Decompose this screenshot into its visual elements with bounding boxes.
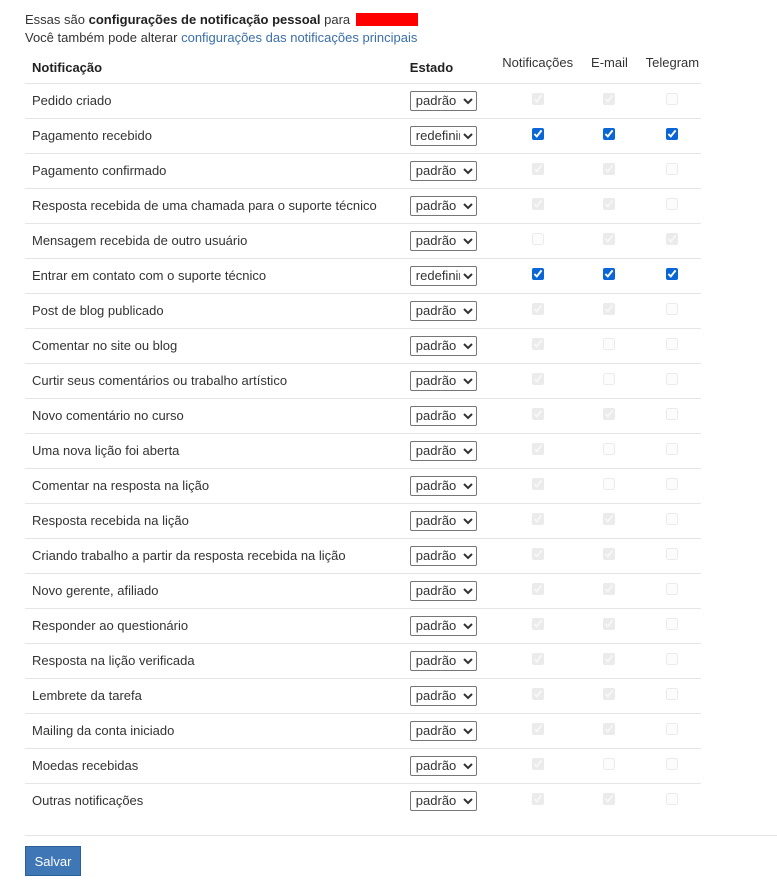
intro-line-1 — [25, 11, 418, 29]
telegram-checkbox — [666, 723, 678, 735]
notification-label: Responder ao questionário — [32, 618, 189, 633]
telegram-checkbox — [666, 758, 678, 770]
email-checkbox — [603, 233, 615, 245]
state-cell — [410, 188, 500, 223]
table-row — [25, 608, 701, 643]
state-select[interactable] — [410, 441, 477, 461]
email-checkbox — [603, 793, 615, 805]
notifications-checkbox-cell — [500, 643, 575, 678]
notification-label: Lembrete da tarefa — [32, 688, 142, 703]
telegram-checkbox-cell — [644, 748, 701, 783]
telegram-checkbox-cell — [644, 258, 701, 293]
intro-line2-prefix: Você também pode alterar — [25, 30, 182, 45]
notifications-checkbox-cell — [500, 328, 575, 363]
email-checkbox-cell — [575, 118, 644, 153]
footer-divider — [25, 835, 777, 836]
notification-label: Pagamento confirmado — [32, 163, 167, 178]
email-checkbox-cell — [575, 713, 644, 748]
telegram-checkbox-cell — [644, 223, 701, 258]
email-checkbox-cell — [575, 293, 644, 328]
main-notification-settings-link[interactable]: configurações das notificações principais — [181, 30, 418, 45]
notifications-checkbox-cell — [500, 188, 575, 223]
telegram-checkbox-cell — [644, 118, 701, 153]
state-select[interactable] — [410, 371, 477, 391]
email-checkbox — [603, 653, 615, 665]
email-checkbox — [603, 163, 615, 175]
notification-label: Moedas recebidas — [32, 758, 139, 773]
email-checkbox-cell — [575, 538, 644, 573]
email-checkbox — [603, 198, 615, 210]
state-cell — [410, 783, 500, 818]
notifications-checkbox — [532, 198, 544, 210]
telegram-checkbox — [666, 303, 678, 315]
state-cell — [410, 538, 500, 573]
telegram-checkbox — [666, 618, 678, 630]
state-select[interactable] — [410, 126, 477, 146]
email-checkbox-cell — [575, 258, 644, 293]
telegram-checkbox-cell — [644, 573, 701, 608]
table-row — [25, 83, 701, 118]
state-select[interactable] — [410, 546, 477, 566]
telegram-checkbox — [666, 793, 678, 805]
table-row — [25, 503, 701, 538]
telegram-checkbox-cell — [644, 363, 701, 398]
email-checkbox — [603, 618, 615, 630]
telegram-checkbox-cell — [644, 83, 701, 118]
email-checkbox-cell — [575, 433, 644, 468]
telegram-checkbox-cell — [644, 503, 701, 538]
table-row — [25, 783, 701, 818]
state-cell — [410, 398, 500, 433]
notification-label: Curtir seus comentários ou trabalho artístico — [32, 373, 288, 388]
notifications-checkbox — [532, 688, 544, 700]
notification-label: Outras notificações — [32, 793, 144, 809]
email-checkbox[interactable] — [603, 128, 615, 140]
notifications-checkbox-cell — [500, 433, 575, 468]
state-select[interactable] — [410, 91, 477, 111]
telegram-checkbox-cell — [644, 188, 701, 223]
state-select[interactable] — [410, 476, 477, 496]
state-cell — [410, 678, 500, 713]
intro-bold: configurações de notificação pessoal — [88, 12, 321, 27]
table-row — [25, 468, 701, 503]
telegram-checkbox[interactable] — [666, 128, 678, 140]
table-row — [25, 433, 701, 468]
telegram-checkbox — [666, 93, 678, 105]
notifications-checkbox — [532, 303, 544, 315]
notifications-checkbox — [532, 513, 544, 525]
email-checkbox — [603, 478, 615, 490]
state-select[interactable] — [410, 161, 477, 181]
notifications-checkbox — [532, 793, 544, 805]
email-checkbox — [603, 443, 615, 455]
state-select[interactable] — [410, 581, 477, 601]
redacted-username — [356, 13, 418, 26]
notifications-checkbox[interactable] — [532, 268, 544, 280]
state-cell — [410, 223, 500, 258]
email-checkbox — [603, 338, 615, 350]
telegram-checkbox-cell — [644, 538, 701, 573]
email-checkbox-cell — [575, 363, 644, 398]
save-button[interactable]: Salvar — [25, 846, 81, 876]
header-state: Estado — [409, 60, 454, 75]
table-row — [25, 118, 701, 153]
state-select[interactable] — [410, 686, 477, 706]
email-checkbox-cell — [575, 188, 644, 223]
state-cell — [410, 118, 500, 153]
email-checkbox-cell — [575, 678, 644, 713]
email-checkbox — [603, 723, 615, 735]
email-checkbox-cell — [575, 398, 644, 433]
notification-label: Criando trabalho a partir da resposta recebida na lição — [32, 548, 346, 563]
telegram-checkbox — [666, 373, 678, 385]
telegram-checkbox-cell — [644, 153, 701, 188]
telegram-checkbox-cell — [644, 433, 701, 468]
telegram-checkbox-cell — [644, 678, 701, 713]
notifications-checkbox-cell — [500, 153, 575, 188]
state-cell — [410, 433, 500, 468]
notification-settings-table — [25, 48, 701, 818]
telegram-checkbox — [666, 163, 678, 175]
notification-label: Comentar na resposta na lição — [32, 478, 210, 493]
state-select[interactable] — [410, 266, 477, 286]
telegram-checkbox-cell — [644, 398, 701, 433]
telegram-checkbox-cell — [644, 608, 701, 643]
notifications-checkbox-cell — [500, 783, 575, 818]
telegram-checkbox — [666, 688, 678, 700]
notifications-checkbox — [532, 338, 544, 350]
state-cell — [410, 153, 500, 188]
table-row — [25, 748, 701, 783]
notification-label: Post de blog publicado — [32, 303, 164, 318]
email-checkbox — [603, 373, 615, 385]
state-select[interactable] — [410, 231, 477, 251]
notifications-checkbox-cell — [500, 293, 575, 328]
email-checkbox-cell — [575, 503, 644, 538]
notification-label: Uma nova lição foi aberta — [32, 443, 180, 458]
notification-label: Resposta recebida na lição — [32, 513, 189, 528]
notifications-checkbox — [532, 548, 544, 560]
telegram-checkbox-cell — [644, 468, 701, 503]
email-checkbox[interactable] — [603, 268, 615, 280]
header-notifications: Notificações — [502, 55, 574, 70]
email-checkbox-cell — [575, 83, 644, 118]
table-row — [25, 328, 701, 363]
notifications-checkbox-cell — [500, 713, 575, 748]
header-email: E-mail — [591, 55, 628, 70]
intro-prefix: Essas são — [25, 12, 89, 27]
state-cell — [410, 258, 500, 293]
notifications-checkbox — [532, 583, 544, 595]
email-checkbox — [603, 93, 615, 105]
state-select[interactable] — [410, 406, 477, 426]
notifications-checkbox-cell — [500, 608, 575, 643]
notification-label: Resposta recebida de uma chamada para o suporte técnico — [32, 198, 377, 213]
notifications-checkbox — [532, 653, 544, 665]
notification-label: Entrar em contato com o suporte técnico — [32, 268, 267, 283]
state-cell — [410, 468, 500, 503]
telegram-checkbox — [666, 513, 678, 525]
telegram-checkbox — [666, 338, 678, 350]
notifications-checkbox — [532, 93, 544, 105]
notifications-checkbox-cell — [500, 363, 575, 398]
state-cell — [410, 363, 500, 398]
email-checkbox — [603, 548, 615, 560]
table-row — [25, 538, 701, 573]
state-cell — [410, 83, 500, 118]
notifications-checkbox-cell — [500, 118, 575, 153]
email-checkbox — [603, 513, 615, 525]
email-checkbox-cell — [575, 573, 644, 608]
notifications-checkbox-cell — [500, 538, 575, 573]
state-select[interactable] — [410, 196, 477, 216]
intro-text — [25, 11, 418, 47]
notifications-checkbox[interactable] — [532, 128, 544, 140]
telegram-checkbox[interactable] — [666, 268, 678, 280]
table-row — [25, 258, 701, 293]
email-checkbox — [603, 303, 615, 315]
state-cell — [410, 503, 500, 538]
table-row — [25, 573, 701, 608]
telegram-checkbox — [666, 548, 678, 560]
table-header-row — [25, 48, 701, 83]
notifications-checkbox — [532, 373, 544, 385]
state-cell — [410, 643, 500, 678]
table-row — [25, 153, 701, 188]
notification-label: Pedido criado — [32, 93, 112, 108]
notification-label: Novo gerente, afiliado — [32, 583, 159, 598]
notifications-checkbox-cell — [500, 258, 575, 293]
telegram-checkbox — [666, 408, 678, 420]
notification-label: Mensagem recebida de outro usuário — [32, 233, 248, 248]
notifications-checkbox-cell — [500, 83, 575, 118]
email-checkbox-cell — [575, 153, 644, 188]
table-row — [25, 678, 701, 713]
table-body — [25, 83, 701, 818]
notifications-checkbox — [532, 408, 544, 420]
telegram-checkbox-cell — [644, 293, 701, 328]
state-select[interactable] — [410, 301, 477, 321]
notifications-checkbox-cell — [500, 573, 575, 608]
table-row — [25, 643, 701, 678]
notifications-checkbox — [532, 233, 544, 245]
notifications-checkbox-cell — [500, 398, 575, 433]
telegram-checkbox-cell — [644, 783, 701, 818]
state-cell — [410, 608, 500, 643]
email-checkbox — [603, 408, 615, 420]
intro-line-2 — [25, 29, 418, 47]
table-row — [25, 398, 701, 433]
state-select[interactable] — [410, 651, 477, 671]
table-row — [25, 293, 701, 328]
state-select[interactable] — [410, 791, 477, 811]
notification-label: Resposta na lição verificada — [32, 653, 195, 668]
telegram-checkbox — [666, 443, 678, 455]
state-select[interactable] — [410, 511, 477, 531]
email-checkbox-cell — [575, 328, 644, 363]
notification-label: Comentar no site ou blog — [32, 338, 178, 353]
email-checkbox — [603, 583, 615, 595]
table-row — [25, 713, 701, 748]
email-checkbox-cell — [575, 468, 644, 503]
notification-label: Novo comentário no curso — [32, 408, 184, 423]
notification-label: Mailing da conta iniciado — [32, 723, 175, 738]
email-checkbox-cell — [575, 608, 644, 643]
notifications-checkbox-cell — [500, 503, 575, 538]
email-checkbox-cell — [575, 748, 644, 783]
notification-label: Pagamento recebido — [32, 128, 152, 143]
email-checkbox-cell — [575, 783, 644, 818]
state-cell — [410, 573, 500, 608]
state-cell — [410, 293, 500, 328]
telegram-checkbox-cell — [644, 328, 701, 363]
telegram-checkbox — [666, 478, 678, 490]
telegram-checkbox — [666, 198, 678, 210]
state-select[interactable] — [410, 336, 477, 356]
state-select[interactable] — [410, 721, 477, 741]
telegram-checkbox — [666, 583, 678, 595]
table-row — [25, 223, 701, 258]
state-cell — [410, 748, 500, 783]
state-cell — [410, 713, 500, 748]
email-checkbox — [603, 688, 615, 700]
intro-suffix: para — [320, 12, 351, 27]
header-telegram: Telegram — [645, 55, 700, 70]
table-row — [25, 363, 701, 398]
notifications-checkbox-cell — [500, 468, 575, 503]
notifications-checkbox — [532, 618, 544, 630]
notifications-checkbox-cell — [500, 678, 575, 713]
notifications-checkbox — [532, 163, 544, 175]
notifications-checkbox — [532, 478, 544, 490]
email-checkbox-cell — [575, 223, 644, 258]
email-checkbox-cell — [575, 643, 644, 678]
notifications-checkbox-cell — [500, 748, 575, 783]
state-cell — [410, 328, 500, 363]
telegram-checkbox-cell — [644, 643, 701, 678]
notifications-checkbox-cell — [500, 223, 575, 258]
notifications-checkbox — [532, 443, 544, 455]
notifications-checkbox — [532, 723, 544, 735]
notifications-checkbox — [532, 758, 544, 770]
header-notification: Notificação — [32, 60, 103, 75]
telegram-checkbox — [666, 233, 678, 245]
telegram-checkbox — [666, 653, 678, 665]
telegram-checkbox-cell — [644, 713, 701, 748]
state-select[interactable] — [410, 756, 477, 776]
state-select[interactable] — [410, 616, 477, 636]
email-checkbox — [603, 758, 615, 770]
table-row — [25, 188, 701, 223]
